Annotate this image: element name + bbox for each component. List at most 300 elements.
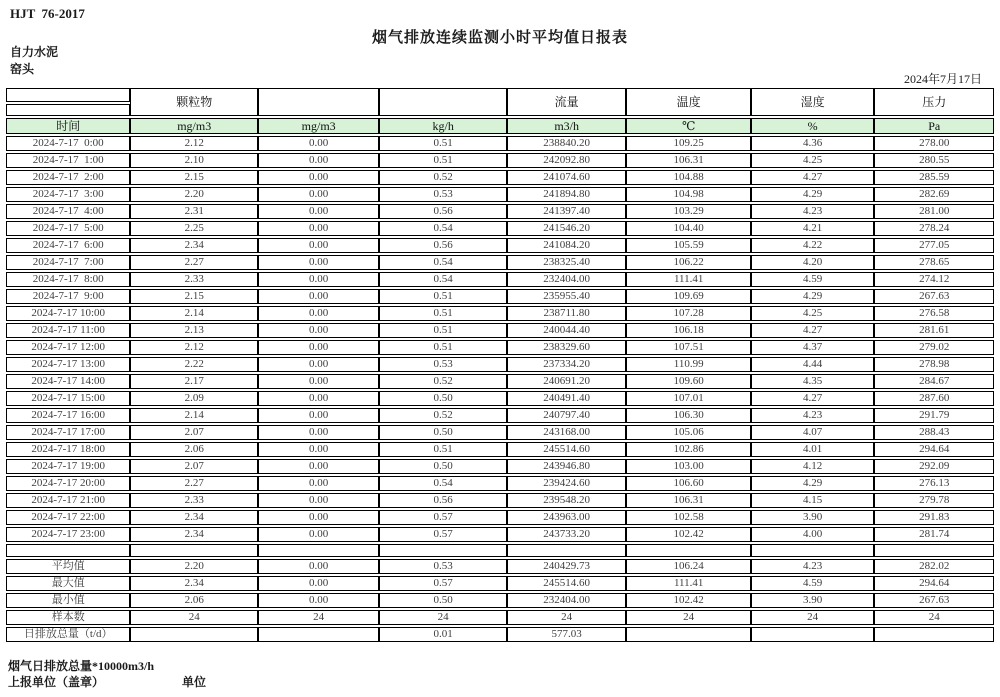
value-cell: 2.33 [130,272,257,287]
value-cell: 243946.80 [507,459,627,474]
value-cell: 109.60 [626,374,750,389]
value-cell: 2.33 [130,493,257,508]
value-cell: 0.51 [379,306,506,321]
value-cell: 0.00 [258,289,380,304]
value-cell: 291.83 [874,510,994,525]
value-cell: 104.98 [626,187,750,202]
value-cell: 243168.00 [507,425,627,440]
value-cell: 241397.40 [507,204,627,219]
col-group-flow: 流量 [507,88,627,116]
value-cell: 0.51 [379,323,506,338]
value-cell: 102.86 [626,442,750,457]
value-cell [130,627,257,642]
value-cell: 4.35 [751,374,875,389]
table-row [6,306,994,321]
value-cell: 282.02 [874,559,994,574]
value-cell: 2.27 [130,255,257,270]
report-table [6,86,994,644]
value-cell: 0.00 [258,374,380,389]
time-cell: 2024-7-17 2:00 [6,170,130,185]
value-cell: 24 [751,610,875,625]
value-cell [874,627,994,642]
value-cell: 0.00 [258,221,380,236]
table-row [6,272,994,287]
value-cell: 240797.40 [507,408,627,423]
value-cell: 104.88 [626,170,750,185]
value-cell [751,544,875,557]
value-cell: 0.00 [258,408,380,423]
value-cell: 0.51 [379,442,506,457]
value-cell: 105.59 [626,238,750,253]
value-cell: 577.03 [507,627,627,642]
value-cell: 4.22 [751,238,875,253]
unit-celsius: ℃ [626,118,750,134]
value-cell [626,627,750,642]
value-cell: 2.07 [130,425,257,440]
time-cell: 2024-7-17 17:00 [6,425,130,440]
time-cell: 2024-7-17 23:00 [6,527,130,542]
time-cell: 2024-7-17 1:00 [6,153,130,168]
value-cell: 4.36 [751,136,875,151]
value-cell: 280.55 [874,153,994,168]
value-cell: 107.28 [626,306,750,321]
summary-row [6,593,994,608]
value-cell: 245514.60 [507,576,627,591]
value-cell: 0.52 [379,408,506,423]
value-cell: 103.29 [626,204,750,219]
table-body [6,136,994,642]
value-cell: 102.58 [626,510,750,525]
col-group-particulate: 颗粒物 [130,88,257,116]
value-cell: 232404.00 [507,593,627,608]
table-row [6,221,994,236]
time-cell: 2024-7-17 18:00 [6,442,130,457]
value-cell: 0.00 [258,272,380,287]
value-cell: 279.02 [874,340,994,355]
blank-spacer-row [6,544,994,557]
value-cell: 3.90 [751,593,875,608]
table-row [6,153,994,168]
header-group-row [6,88,994,102]
value-cell: 0.00 [258,170,380,185]
table-row [6,425,994,440]
value-cell: 294.64 [874,576,994,591]
summary-row [6,576,994,591]
value-cell: 2.34 [130,238,257,253]
value-cell: 0.51 [379,340,506,355]
unit-mgm3-2: mg/m3 [258,118,380,134]
value-cell: 0.56 [379,493,506,508]
value-cell [258,627,380,642]
table-row [6,357,994,372]
time-cell: 2024-7-17 16:00 [6,408,130,423]
value-cell: 0.00 [258,357,380,372]
value-cell: 2.14 [130,408,257,423]
value-cell: 243963.00 [507,510,627,525]
value-cell: 276.58 [874,306,994,321]
standard-code: HJT 76-2017 [10,6,85,21]
value-cell: 241074.60 [507,170,627,185]
value-cell: 267.63 [874,289,994,304]
header-units-row [6,118,994,134]
value-cell: 0.00 [258,576,380,591]
value-cell: 278.65 [874,255,994,270]
value-cell: 4.27 [751,391,875,406]
table-row [6,391,994,406]
value-cell: 2.22 [130,357,257,372]
table-row [6,289,994,304]
table-row [6,408,994,423]
unit-kgh: kg/h [379,118,506,134]
value-cell: 282.69 [874,187,994,202]
value-cell [626,544,750,557]
table-header [6,88,994,134]
value-cell: 294.64 [874,442,994,457]
value-cell: 2.09 [130,391,257,406]
value-cell: 238711.80 [507,306,627,321]
value-cell: 106.24 [626,559,750,574]
value-cell: 0.51 [379,153,506,168]
value-cell: 0.52 [379,170,506,185]
header-corner-top [6,88,130,102]
value-cell: 281.61 [874,323,994,338]
value-cell [507,544,627,557]
value-cell: 2.12 [130,340,257,355]
value-cell: 241894.80 [507,187,627,202]
value-cell: 0.00 [258,323,380,338]
value-cell: 4.20 [751,255,875,270]
value-cell: 2.13 [130,323,257,338]
summary-label: 平均值 [6,559,130,574]
value-cell: 0.00 [258,510,380,525]
value-cell: 0.00 [258,476,380,491]
value-cell: 0.00 [258,459,380,474]
value-cell: 240691.20 [507,374,627,389]
value-cell: 107.01 [626,391,750,406]
value-cell: 4.21 [751,221,875,236]
value-cell [751,627,875,642]
value-cell: 2.34 [130,510,257,525]
time-cell: 2024-7-17 14:00 [6,374,130,389]
value-cell: 4.15 [751,493,875,508]
value-cell: 4.23 [751,408,875,423]
value-cell: 0.50 [379,391,506,406]
value-cell: 0.53 [379,357,506,372]
value-cell: 106.18 [626,323,750,338]
value-cell: 0.00 [258,559,380,574]
table-row [6,493,994,508]
unit-mgm3-1: mg/m3 [130,118,257,134]
value-cell: 2.31 [130,204,257,219]
table-row [6,204,994,219]
table-row [6,476,994,491]
unit-label: 单位 [182,675,207,689]
value-cell: 279.78 [874,493,994,508]
summary-row [6,627,994,642]
value-cell: 2.27 [130,476,257,491]
value-cell: 110.99 [626,357,750,372]
value-cell: 0.57 [379,510,506,525]
time-cell: 2024-7-17 7:00 [6,255,130,270]
value-cell: 281.00 [874,204,994,219]
table-row [6,374,994,389]
value-cell: 0.00 [258,306,380,321]
value-cell: 0.57 [379,527,506,542]
value-cell: 292.09 [874,459,994,474]
table-row [6,527,994,542]
value-cell: 238840.20 [507,136,627,151]
footer-line [8,674,994,691]
value-cell: 232404.00 [507,272,627,287]
summary-row [6,610,994,625]
value-cell: 2.12 [130,136,257,151]
value-cell: 4.37 [751,340,875,355]
value-cell: 4.07 [751,425,875,440]
value-cell: 111.41 [626,576,750,591]
summary-label: 最小值 [6,593,130,608]
value-cell: 24 [258,610,380,625]
value-cell: 239424.60 [507,476,627,491]
value-cell: 24 [379,610,506,625]
value-cell: 0.53 [379,559,506,574]
value-cell: 106.22 [626,255,750,270]
table-row [6,255,994,270]
col-group-humidity: 湿度 [751,88,875,116]
time-cell: 2024-7-17 3:00 [6,187,130,202]
value-cell: 0.01 [379,627,506,642]
time-cell: 2024-7-17 4:00 [6,204,130,219]
table-row [6,170,994,185]
col-header-time: 时间 [6,118,130,134]
value-cell: 4.44 [751,357,875,372]
value-cell: 291.79 [874,408,994,423]
company-name: 自力水泥 [10,45,59,59]
value-cell [874,544,994,557]
value-cell: 103.00 [626,459,750,474]
value-cell: 2.20 [130,187,257,202]
station-name: 窑头 [10,62,35,76]
value-cell: 0.00 [258,442,380,457]
value-cell: 24 [626,610,750,625]
summary-label: 日排放总量（t/d） [6,627,130,642]
value-cell: 111.41 [626,272,750,287]
col-group-temperature: 温度 [626,88,750,116]
value-cell: 239548.20 [507,493,627,508]
document-header [6,4,994,86]
value-cell: 106.60 [626,476,750,491]
value-cell: 4.27 [751,323,875,338]
value-cell: 106.30 [626,408,750,423]
time-cell: 2024-7-17 8:00 [6,272,130,287]
value-cell [258,544,380,557]
time-cell: 2024-7-17 11:00 [6,323,130,338]
value-cell: 4.27 [751,170,875,185]
value-cell: 2.20 [130,559,257,574]
value-cell: 2.17 [130,374,257,389]
value-cell: 240429.73 [507,559,627,574]
value-cell: 284.67 [874,374,994,389]
table-row [6,442,994,457]
value-cell: 4.29 [751,289,875,304]
empty-cell [6,544,130,557]
value-cell [379,544,506,557]
table-row [6,136,994,151]
value-cell: 0.00 [258,204,380,219]
value-cell: 24 [874,610,994,625]
time-cell: 2024-7-17 12:00 [6,340,130,355]
value-cell: 0.00 [258,493,380,508]
table-row [6,323,994,338]
value-cell: 106.31 [626,493,750,508]
time-cell: 2024-7-17 5:00 [6,221,130,236]
value-cell: 238325.40 [507,255,627,270]
value-cell: 2.06 [130,593,257,608]
value-cell: 277.05 [874,238,994,253]
value-cell: 0.56 [379,204,506,219]
value-cell: 237334.20 [507,357,627,372]
daily-total-note: 烟气日排放总量*10000m3/h [8,659,155,673]
value-cell: 0.54 [379,255,506,270]
value-cell: 241084.20 [507,238,627,253]
value-cell: 0.00 [258,391,380,406]
value-cell: 0.50 [379,459,506,474]
value-cell: 3.90 [751,510,875,525]
value-cell: 238329.60 [507,340,627,355]
value-cell: 240491.40 [507,391,627,406]
value-cell: 2.34 [130,527,257,542]
value-cell: 235955.40 [507,289,627,304]
value-cell: 0.00 [258,425,380,440]
value-cell: 278.00 [874,136,994,151]
value-cell: 240044.40 [507,323,627,338]
time-cell: 2024-7-17 15:00 [6,391,130,406]
value-cell: 0.50 [379,425,506,440]
value-cell: 2.07 [130,459,257,474]
value-cell: 2.15 [130,170,257,185]
value-cell: 2.10 [130,153,257,168]
value-cell: 0.00 [258,527,380,542]
value-cell: 102.42 [626,593,750,608]
value-cell: 4.59 [751,576,875,591]
table-row [6,459,994,474]
report-date: 2024年7月17日 [903,72,982,86]
value-cell: 0.00 [258,187,380,202]
value-cell: 4.23 [751,559,875,574]
value-cell: 4.00 [751,527,875,542]
value-cell: 241546.20 [507,221,627,236]
summary-label: 样本数 [6,610,130,625]
value-cell [130,544,257,557]
value-cell: 4.29 [751,476,875,491]
time-cell: 2024-7-17 9:00 [6,289,130,304]
summary-label: 最大值 [6,576,130,591]
value-cell: 0.00 [258,136,380,151]
table-row [6,340,994,355]
value-cell: 106.31 [626,153,750,168]
value-cell: 0.00 [258,340,380,355]
value-cell: 104.40 [626,221,750,236]
value-cell: 0.52 [379,374,506,389]
value-cell: 2.34 [130,576,257,591]
value-cell: 0.50 [379,593,506,608]
time-cell: 2024-7-17 6:00 [6,238,130,253]
col-group-blank-1 [258,88,380,116]
value-cell: 243733.20 [507,527,627,542]
time-cell: 2024-7-17 21:00 [6,493,130,508]
value-cell: 287.60 [874,391,994,406]
value-cell: 278.24 [874,221,994,236]
value-cell: 0.00 [258,153,380,168]
col-group-pressure: 压力 [874,88,994,116]
time-cell: 2024-7-17 0:00 [6,136,130,151]
value-cell: 4.23 [751,204,875,219]
time-cell: 2024-7-17 13:00 [6,357,130,372]
col-group-blank-2 [379,88,506,116]
value-cell: 0.00 [258,593,380,608]
value-cell: 281.74 [874,527,994,542]
value-cell: 105.06 [626,425,750,440]
value-cell: 24 [507,610,627,625]
unit-pa: Pa [874,118,994,134]
value-cell: 0.56 [379,238,506,253]
value-cell: 109.25 [626,136,750,151]
value-cell: 285.59 [874,170,994,185]
page-title: 烟气排放连续监测小时平均值日报表 [371,30,628,46]
value-cell: 109.69 [626,289,750,304]
value-cell: 288.43 [874,425,994,440]
value-cell: 0.53 [379,187,506,202]
value-cell: 4.59 [751,272,875,287]
time-cell: 2024-7-17 20:00 [6,476,130,491]
value-cell: 278.98 [874,357,994,372]
value-cell: 107.51 [626,340,750,355]
value-cell: 2.15 [130,289,257,304]
value-cell: 0.00 [258,255,380,270]
table-row [6,187,994,202]
value-cell: 2.06 [130,442,257,457]
value-cell: 4.12 [751,459,875,474]
table-row [6,238,994,253]
value-cell: 0.51 [379,289,506,304]
value-cell: 0.54 [379,221,506,236]
time-cell: 2024-7-17 19:00 [6,459,130,474]
time-cell: 2024-7-17 22:00 [6,510,130,525]
value-cell: 4.25 [751,153,875,168]
value-cell: 276.13 [874,476,994,491]
value-cell: 24 [130,610,257,625]
footnotes [6,658,994,691]
value-cell: 0.00 [258,238,380,253]
value-cell: 0.54 [379,272,506,287]
value-cell: 4.29 [751,187,875,202]
value-cell: 4.01 [751,442,875,457]
header-corner-bottom [6,104,130,116]
value-cell: 0.51 [379,136,506,151]
table-row [6,510,994,525]
summary-row [6,559,994,574]
reporting-unit-label: 上报单位（盖章） [8,675,105,689]
time-cell: 2024-7-17 10:00 [6,306,130,321]
value-cell: 0.57 [379,576,506,591]
value-cell: 102.42 [626,527,750,542]
value-cell: 242092.80 [507,153,627,168]
value-cell: 274.12 [874,272,994,287]
value-cell: 245514.60 [507,442,627,457]
value-cell: 2.14 [130,306,257,321]
value-cell: 2.25 [130,221,257,236]
value-cell: 4.25 [751,306,875,321]
value-cell: 267.63 [874,593,994,608]
